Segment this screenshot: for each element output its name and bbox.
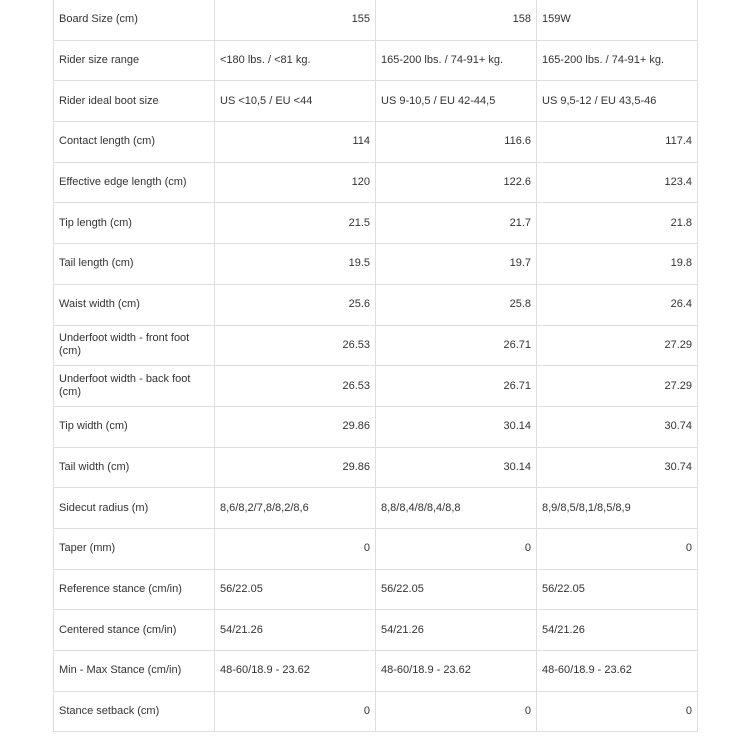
table-cell: 122.6 (376, 162, 537, 203)
table-cell: 30.14 (376, 447, 537, 488)
table-cell: 25.6 (215, 284, 376, 325)
table-cell: 114 (215, 122, 376, 163)
table-cell: 56/22.05 (537, 569, 698, 610)
table-cell: 27.29 (537, 325, 698, 366)
row-label: Effective edge length (cm) (54, 162, 215, 203)
table-cell: 0 (537, 528, 698, 569)
table-cell: 155 (215, 0, 376, 40)
row-label: Underfoot width - back foot (cm) (54, 366, 215, 407)
table-cell: 19.5 (215, 244, 376, 285)
table-cell: 165-200 lbs. / 74-91+ kg. (376, 40, 537, 81)
row-label: Contact length (cm) (54, 122, 215, 163)
row-label: Rider ideal boot size (54, 81, 215, 122)
row-label: Tip length (cm) (54, 203, 215, 244)
table-cell: <180 lbs. / <81 kg. (215, 40, 376, 81)
table-cell: 19.8 (537, 244, 698, 285)
table-cell: 123.4 (537, 162, 698, 203)
table-row (54, 244, 698, 285)
table-cell: 54/21.26 (215, 610, 376, 651)
row-label: Tip width (cm) (54, 406, 215, 447)
table-row (54, 40, 698, 81)
row-label: Centered stance (cm/in) (54, 610, 215, 651)
row-label: Tail width (cm) (54, 447, 215, 488)
table-cell: 21.8 (537, 203, 698, 244)
table-cell: 0 (376, 528, 537, 569)
table-cell: 26.53 (215, 325, 376, 366)
row-label: Reference stance (cm/in) (54, 569, 215, 610)
table-row (54, 284, 698, 325)
table-cell: 120 (215, 162, 376, 203)
row-label: Rider size range (54, 40, 215, 81)
table-cell: 48-60/18.9 - 23.62 (376, 651, 537, 692)
table-cell: 26.71 (376, 366, 537, 407)
row-label: Board Size (cm) (54, 0, 215, 40)
specs-table (53, 0, 698, 732)
table-cell: 56/22.05 (376, 569, 537, 610)
table-row (54, 0, 698, 40)
table-cell: 26.4 (537, 284, 698, 325)
table-row (54, 651, 698, 692)
table-cell: 29.86 (215, 447, 376, 488)
table-row (54, 406, 698, 447)
table-cell: 159W (537, 0, 698, 40)
row-label: Tail length (cm) (54, 244, 215, 285)
table-cell: 116.6 (376, 122, 537, 163)
table-row (54, 691, 698, 732)
table-cell: 0 (537, 691, 698, 732)
table-cell: 26.53 (215, 366, 376, 407)
table-row (54, 325, 698, 366)
table-cell: 48-60/18.9 - 23.62 (215, 651, 376, 692)
table-row (54, 81, 698, 122)
table-row (54, 610, 698, 651)
table-cell: 0 (376, 691, 537, 732)
table-cell: 54/21.26 (537, 610, 698, 651)
table-cell: 25.8 (376, 284, 537, 325)
table-cell: 19.7 (376, 244, 537, 285)
table-cell: 117.4 (537, 122, 698, 163)
row-label: Min - Max Stance (cm/in) (54, 651, 215, 692)
table-cell: 30.14 (376, 406, 537, 447)
row-label: Sidecut radius (m) (54, 488, 215, 529)
table-cell: 30.74 (537, 447, 698, 488)
table-cell: 0 (215, 691, 376, 732)
table-cell: 8,6/8,2/7,8/8,2/8,6 (215, 488, 376, 529)
table-cell: 30.74 (537, 406, 698, 447)
table-cell: US 9,5-12 / EU 43,5-46 (537, 81, 698, 122)
table-cell: 29.86 (215, 406, 376, 447)
specs-table-body (54, 0, 698, 732)
table-cell: 21.7 (376, 203, 537, 244)
table-row (54, 528, 698, 569)
row-label: Taper (mm) (54, 528, 215, 569)
table-cell: 27.29 (537, 366, 698, 407)
table-cell: 56/22.05 (215, 569, 376, 610)
table-cell: 21.5 (215, 203, 376, 244)
table-row (54, 203, 698, 244)
table-cell: 8,8/8,4/8/8,4/8,8 (376, 488, 537, 529)
table-cell: 26.71 (376, 325, 537, 366)
table-cell: 0 (215, 528, 376, 569)
row-label: Stance setback (cm) (54, 691, 215, 732)
row-label: Underfoot width - front foot (cm) (54, 325, 215, 366)
table-cell: 158 (376, 0, 537, 40)
table-row (54, 366, 698, 407)
row-label: Waist width (cm) (54, 284, 215, 325)
table-row (54, 447, 698, 488)
table-row (54, 162, 698, 203)
table-cell: 8,9/8,5/8,1/8,5/8,9 (537, 488, 698, 529)
table-row (54, 488, 698, 529)
table-cell: 54/21.26 (376, 610, 537, 651)
table-row (54, 122, 698, 163)
table-cell: 165-200 lbs. / 74-91+ kg. (537, 40, 698, 81)
table-row (54, 569, 698, 610)
table-cell: US <10,5 / EU <44 (215, 81, 376, 122)
table-cell: 48-60/18.9 - 23.62 (537, 651, 698, 692)
table-cell: US 9-10,5 / EU 42-44,5 (376, 81, 537, 122)
